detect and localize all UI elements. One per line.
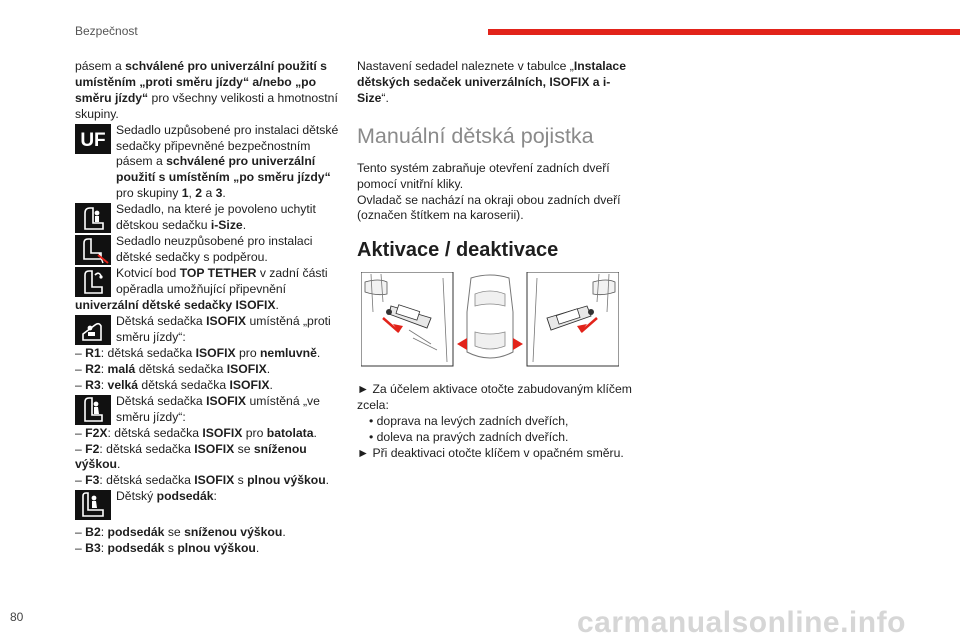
child-lock-heading: Manuální dětská pojistka (357, 123, 594, 148)
isofix-forward-facing-icon (75, 395, 111, 425)
i-size-seat-icon (75, 203, 111, 233)
universal-approval-paragraph: pásem a schválené pro univerzální použití s umístěním „proti směru jízdy“ a/nebo „po směru jízdy“ pro všechny velikosti a hmotnostní skupiny. (75, 59, 338, 121)
booster-seat-item: Dětský podsedák: (75, 489, 343, 523)
top-tether-item: Kotvicí bod TOP TETHER v zadní části opěradla umožňující připevnění univerzální dětské sedačky ISOFIX. (75, 266, 328, 312)
no-support-leg-item: Sedadlo neuzpůsobené pro instalaci dětské sedačky s podpěrou. (75, 234, 343, 266)
f3-item: – F3: dětská sedačka ISOFIX s plnou výškou. (75, 473, 330, 488)
isofix-rear-facing-icon (75, 315, 111, 345)
activation-heading: Aktivace / deaktivace (357, 239, 559, 262)
booster-seat-icon (75, 490, 111, 520)
right-column (357, 59, 637, 462)
activation-right-door: • doleva na pravých zadních dveřích. (369, 430, 569, 445)
r2-item: – R2: malá dětská sedačka ISOFIX. (75, 361, 271, 376)
b3-item: – B3: podsedák s plnou výškou. (75, 541, 260, 556)
b2-item: – B2: podsedák se sníženou výškou. (75, 525, 286, 540)
uf-icon-label: UF (80, 129, 106, 151)
uf-seat-icon (75, 124, 111, 154)
no-support-leg-icon (75, 235, 111, 265)
isofix-rear-facing-item: Dětská sedačka ISOFIX umístěná „proti směru jízdy“: (75, 314, 343, 346)
f2x-item: – F2X: dětská sedačka ISOFIX pro batolata. (75, 425, 317, 440)
i-size-seat-item: Sedadlo, na které je povoleno uchytit dětskou sedačku i-Size. (75, 202, 343, 234)
deactivation-instruction: ► Při deaktivaci otočte klíčem v opačném směru. (357, 445, 624, 460)
header-accent-bar (488, 29, 960, 35)
activation-left-door: • doprava na levých zadních dveřích, (369, 414, 569, 429)
r3-item: – R3: velká dětská sedačka ISOFIX. (75, 377, 273, 392)
section-title: Bezpečnost (75, 24, 138, 38)
child-lock-location: Ovladač se nachází na okraji obou zadních dveří (označen štítkem na karoserii). (357, 192, 621, 223)
top-tether-icon (75, 267, 111, 297)
child-lock-diagram (361, 272, 619, 368)
site-watermark: carmanualsonline.info (577, 606, 906, 639)
left-column (75, 59, 343, 557)
uf-seat-item: UF Sedadlo uzpůsobené pro instalaci dětské sedačky připevněné bezpečnostním pásem a schválené pro univerzální použití s umístěním „po směru jízdy“ pro skupiny 1, 2 a 3. (75, 123, 343, 203)
isofix-forward-facing-item: Dětská sedačka ISOFIX umístěná „ve směru jízdy“: (75, 394, 343, 426)
table-reference: Nastavení sedadel naleznete v tabulce „Instalace dětských sedaček univerzálních, ISOFIX a i-Size“. (357, 59, 626, 105)
page-number: 80 (10, 610, 24, 624)
activation-instruction: ► Za účelem aktivace otočte zabudovaným klíčem zcela: (357, 382, 632, 413)
r1-item: – R1: dětská sedačka ISOFIX pro nemluvně. (75, 345, 321, 360)
child-lock-description: Tento systém zabraňuje otevření zadních dveří pomocí vnitřní kliky. (357, 160, 610, 191)
f2-item: – F2: dětská sedačka ISOFIX se sníženou výškou. (75, 441, 307, 472)
